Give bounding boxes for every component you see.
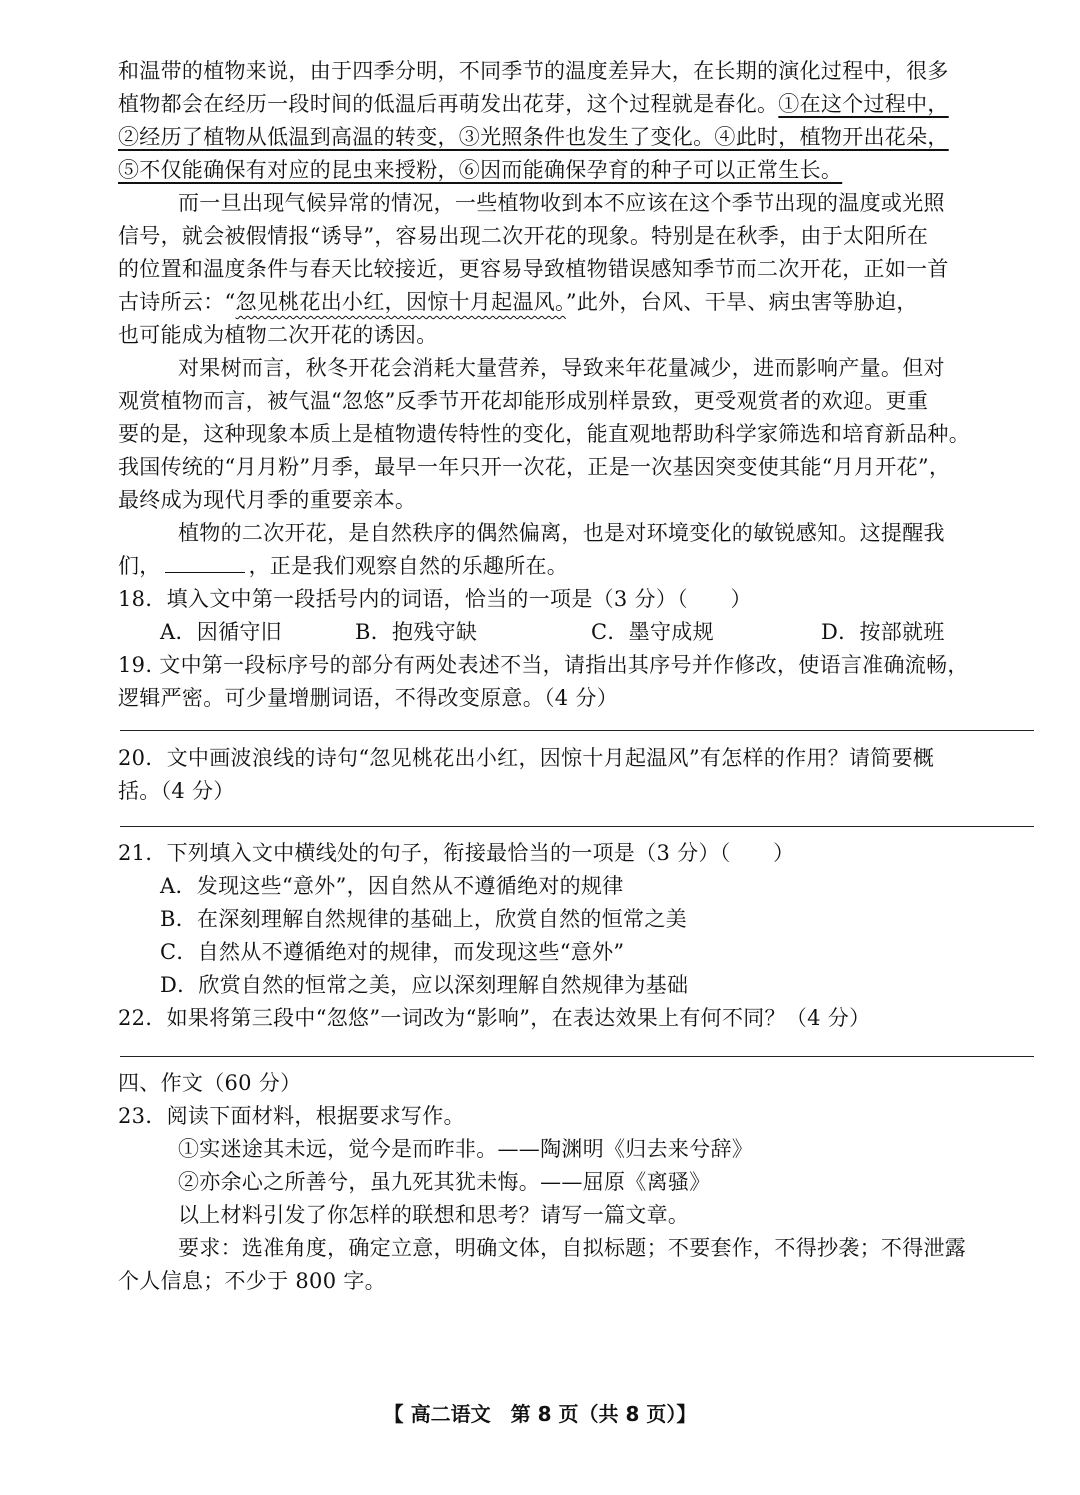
passage-line: 们， ，正是我们观察自然的乐趣所在。: [118, 554, 569, 578]
answer-line[interactable]: [120, 826, 1034, 827]
question-20: 括。（4 分）: [118, 779, 235, 803]
answer-line[interactable]: [120, 1056, 1034, 1057]
option-a[interactable]: A．因循守旧: [160, 620, 282, 644]
passage-line: 我国传统的“月月粉”月季，最早一年只开一次花，正是一次基因突变使其能“月月开花”，: [118, 455, 951, 479]
option-d[interactable]: D．按部就班: [821, 620, 945, 644]
passage-line: 的位置和温度条件与春天比较接近，更容易导致植物错误感知季节而二次开花，正如一首: [118, 257, 949, 281]
option-c[interactable]: C．墨守成规: [591, 620, 714, 644]
question-23: 23．阅读下面材料，根据要求写作。: [118, 1104, 465, 1128]
option-b[interactable]: B．在深刻理解自然规律的基础上，欣赏自然的恒常之美: [160, 907, 687, 931]
passage-line: 要的是，这种现象本质上是植物遗传特性的变化，能直观地帮助科学家筛选和培育新品种。: [118, 422, 970, 446]
question-20: 20．文中画波浪线的诗句“忽见桃花出小红，因惊十月起温风”有怎样的作用？请简要概: [118, 746, 935, 770]
material-1: ①实迷途其未远，觉今是而昨非。——陶渊明《归去来兮辞》: [178, 1137, 754, 1161]
wavy-underlined-poem: 忽见桃花出小红，因惊十月起温风。: [235, 290, 566, 314]
passage-line: 观赏植物而言，被气温“忽悠”反季节开花却能形成别样景致，更受观赏者的欢迎。更重: [118, 389, 929, 413]
passage-line: 和温带的植物来说，由于四季分明，不同季节的温度差异大，在长期的演化过程中，很多: [118, 59, 949, 83]
passage-line-underlined: ⑤不仅能确保有对应的昆虫来授粉，⑥因而能确保孕育的种子可以正常生长。: [118, 158, 843, 182]
passage-line: 古诗所云：“忽见桃花出小红，因惊十月起温风。”此外，台风、干旱、病虫害等胁迫，: [118, 290, 918, 314]
section-heading: 四、作文（60 分）: [118, 1071, 302, 1095]
requirements: 个人信息；不少于 800 字。: [118, 1269, 386, 1293]
passage-line: 而一旦出现气候异常的情况，一些植物收到本不应该在这个季节出现的温度或光照: [178, 191, 945, 215]
question-19: 19. 文中第一段标序号的部分有两处表述不当，请指出其序号并作修改，使语言准确流畅，: [118, 653, 969, 677]
passage-line: 最终成为现代月季的重要亲本。: [118, 488, 417, 512]
material-2: ②亦余心之所善兮，虽九死其犹未悔。——屈原《离骚》: [178, 1170, 711, 1194]
passage-line: 植物都会在经历一段时间的低温后再萌发出花芽，这个过程就是春化。①在这个过程中，: [118, 92, 949, 116]
passage-line-underlined: ②经历了植物从低温到高温的转变，③光照条件也发生了变化。④此时，植物开出花朵，: [118, 125, 949, 149]
option-b[interactable]: B．抱残守缺: [355, 620, 478, 644]
question-21: 21．下列填入文中横线处的句子，衔接最恰当的一项是（3 分）（ ）: [118, 841, 795, 865]
question-22: 22．如果将第三段中“忽悠”一词改为“影响”，在表达效果上有何不同？（4 分）: [118, 1006, 871, 1030]
page-footer: 【 高二语文 第 8 页（共 8 页）】: [383, 1402, 697, 1426]
question-18: 18．填入文中第一段括号内的词语，恰当的一项是（3 分）（ ）: [118, 587, 752, 611]
answer-line[interactable]: [120, 730, 1034, 731]
option-d[interactable]: D．欣赏自然的恒常之美，应以深刻理解自然规律为基础: [160, 973, 689, 997]
option-a[interactable]: A．发现这些“意外”，因自然从不遵循绝对的规律: [160, 874, 624, 898]
option-c[interactable]: C．自然从不遵循绝对的规律，而发现这些“意外”: [160, 940, 625, 964]
requirements: 要求：选准角度，确定立意，明确文体，自拟标题；不要套作，不得抄袭；不得泄露: [178, 1236, 967, 1260]
prompt: 以上材料引发了你怎样的联想和思考？请写一篇文章。: [178, 1203, 690, 1227]
passage-line: 也可能成为植物二次开花的诱因。: [118, 323, 438, 347]
passage-line: 植物的二次开花，是自然秩序的偶然偏离，也是对环境变化的敏锐感知。这提醒我: [178, 521, 945, 545]
fill-blank[interactable]: [165, 552, 245, 573]
passage-line: 信号，就会被假情报“诱导”，容易出现二次开花的现象。特别是在秋季，由于太阳所在: [118, 224, 929, 248]
question-18-options: [160, 617, 1040, 647]
question-19: 逻辑严密。可少量增删词语，不得改变原意。（4 分）: [118, 686, 619, 710]
passage-line: 对果树而言，秋冬开花会消耗大量营养，导致来年花量减少，进而影响产量。但对: [178, 356, 945, 380]
